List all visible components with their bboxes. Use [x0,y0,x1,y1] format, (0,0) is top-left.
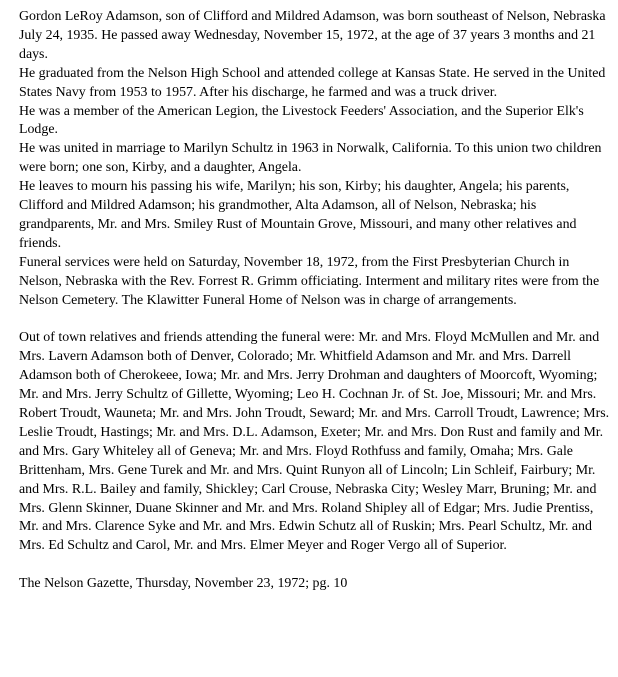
obituary-document [19,8,611,594]
obituary-attendees-paragraph: Out of town relatives and friends attending the funeral were: Mr. and Mrs. Floyd McMullen and Mr. and Mrs. Lavern Adamson both of Denver, Colorado; Mr. Whitfield Adamson and Mr. and Mrs. Darrell Adamson both of Cherokeee, Iowa; Mr. and Mrs. Jerry Drohman and daughters of Moorcoft, Wyoming; Mr. and Mrs. Jerry Schultz of Gillette, Wyoming; Leo H. Cochnan Jr. of St. Joe, Missouri; Mr. and Mrs. Robert Troudt, Wauneta; Mr. and Mrs. John Troudt, Seward; Mr. and Mrs. Carroll Troudt, Lawrence; Mrs. Leslie Troudt, Hastings; Mr. and Mrs. D.L. Adamson, Exeter; Mr. and Mrs. Don Rust and family and Mr. and Mrs. Gary Whiteley all of Geneva; Mr. and Mrs. Floyd Rothfuss and family, Omaha; Mrs. Gale Brittenham, Mrs. Gene Turek and Mr. and Mrs. Quint Runyon all of Lincoln; Lin Schleif, Fairbury; Mr. and Mrs. R.L. Bailey and family, Shickley; Carl Crouse, Nebraska City; Wesley Marr, Bruning; Mr. and Mrs. Glenn Skinner, Duane Skinner and Mr. and Mrs. Roland Shipley all of Edgar; Mrs. Judie Prentiss, Mr. and Mrs. Clarence Syke and Mr. and Mrs. Edwin Schutz all of Ruskin; Mrs. Pearl Schultz, Mr. and Mrs. Ed Schultz and Carol, Mr. and Mrs. Elmer Meyer and Roger Vergo all of Superior. [19,330,610,554]
obituary-survivors-paragraph: He leaves to mourn his passing his wife, Marilyn; his son, Kirby; his daughter, Angela; his parents, Clifford and Mildred Adamson; his grandmother, Alta Adamson, all of Nelson, Nebraska; his grandparents, Mr. and Mrs. Smiley Rust of Mountain Grove, Missouri, and many other relatives and friends. [19,179,577,251]
paragraph-spacer [19,311,611,330]
obituary-funeral-paragraph: Funeral services were held on Saturday, November 18, 1972, from the First Presbyterian Church in Nelson, Nebraska with the Rev. Forrest R. Grimm officiating. Interment and military rites were from the Nelson Cemetery. The Klawitter Funeral Home of Nelson was in charge of arrangements. [19,254,600,308]
paragraph-spacer [19,556,611,575]
obituary-birth-death-paragraph: Gordon LeRoy Adamson, son of Clifford and Mildred Adamson, was born southeast of Nelson, Nebraska July 24, 1935. He passed away Wednesday, November 15, 1972, at the age of 37 years 3 months and 21 days. [19,9,606,62]
obituary-membership-paragraph: He was a member of the American Legion, the Livestock Feeders' Association, and the Superior Elk's Lodge. [19,103,584,138]
obituary-education-paragraph: He graduated from the Nelson High School and attended college at Kansas State. He served in the United States Navy from 1953 to 1957. After his discharge, he farmed and was a truck driver. [19,65,606,100]
obituary-marriage-paragraph: He was united in marriage to Marilyn Schultz in 1963 in Norwalk, California. To this union two children were born; one son, Kirby, and a daughter, Angela. [19,141,602,176]
source-citation: The Nelson Gazette, Thursday, November 23, 1972; pg. 10 [19,576,348,592]
